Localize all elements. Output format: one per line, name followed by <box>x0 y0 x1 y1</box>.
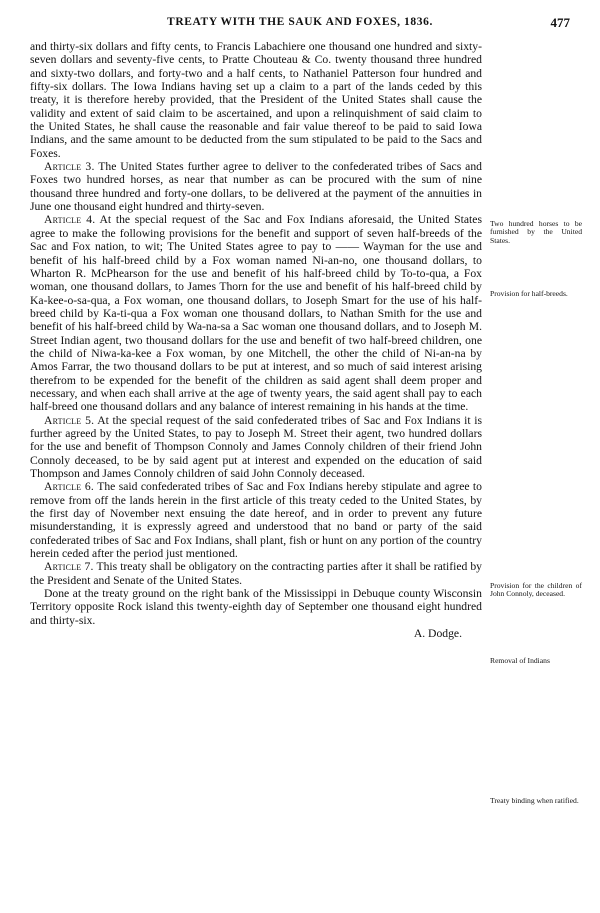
page-number: 477 <box>550 15 570 30</box>
article-5 <box>30 414 482 481</box>
margin-note-connoly: Provision for the children of John Connoly, deceased. <box>490 581 582 599</box>
article-3 <box>30 160 482 213</box>
margin-note-horses: Two hundred horses to be furnished by the United States. <box>490 219 582 245</box>
margin-note-removal: Removal of Indians <box>490 656 550 665</box>
closing-paragraph <box>30 587 482 627</box>
continued-paragraph-text: and thirty-six dollars and fifty cents, to Francis Labachiere one thousand one hundred and sixty-seven dollars and seventy-five cents, to Pratte Chouteau & Co. twenty thousand three hundred and sixty-two dollars, and forty-two and a half cents, to Nathaniel Patterson four hundred and fifty-six dollars. The Iowa Indians having set up a claim to a part of the lands ceded by this treaty, it is therefore hereby provided, that the President of the United States shall cause the validity and extent of said claim to be ascertained, and upon a relinquishment of said claim to the United States, he shall cause the reasonable and fair value thereof to be paid to said Iowa Indians, and the same amount to be deducted from the sum stipulated to be paid to the Sacs and Foxes. <box>30 40 482 160</box>
article-4-text: At the special request of the Sac and Fox Indians aforesaid, the United States agree to make the following provisions for the benefit and support of seven half-breeds of the Sac and Fox nation, to wit; The United States agree to pay to —— Wayman for the use and benefit of his half-breed child by a Fox woman named Ni-an-no, one thousand dollars, to Wharton R. McPhearson for the use and benefit of his half-breed child by To-to-qua, a Fox woman, one thousand dollars, to James Thorn for the use and benefit of his half-breed child by Ka-kee-o-sa-qua, a Fox woman, one thousand dollars, to Joseph Smart for the use of his half-breed child by Ka-ti-qua a Fox woman one thousand dollars, to Nathan Smith for the use and benefit of his half-breed child by Wa-na-sa a Sac woman one thousand dollars, and to Joseph M. Street Indian agent, two thousand dollars for the use and benefit of two half-breed children, one the child of Niwa-ka-kee a Fox woman, by one Mitchell, the other the child of Ni-an-na by Amos Farrar, the two thousand dollars to be put at interest, and so much of said interest arising therefrom to be expended for the benefit of the children as said agent shall deem proper and necessary, and when each shall arrive at the age of twenty years, the said agent shall pay to each half-breed one thousand dollars and any balance of interest remaining in his hands at the time. <box>30 213 482 414</box>
article-3-text: The United States further agree to deliver to the confederated tribes of Sacs and Foxes two hundred horses, as near that number as can be procured with the sum of nine thousand three hundred and forty-one dollars, to be delivered at the payment of the annuities in June one thousand eight hundred and thirty-seven. <box>30 160 482 214</box>
margin-note-treaty-binding: Treaty binding when ratified. <box>490 796 579 805</box>
article-6-text: The said confederated tribes of Sac and Fox Indians hereby stipulate and agree to remove from off the lands herein in the first article of this treaty ceded to the United States, by the first day of November next ensuing the date hereof, and in order to prevent any future misunderstanding, it is expressly agreed and understood that no band or party of the said confederated tribes of Sac and Fox Indians, shall plant, fish or hunt on any portion of the country herein ceded after the period just mentioned. <box>30 480 482 561</box>
article-6-label: Article 6. <box>44 480 95 494</box>
article-3-label: Article 3. <box>44 160 95 174</box>
margin-note-half-breeds: Provision for half-breeds. <box>490 289 568 298</box>
article-4-label: Article 4. <box>44 213 96 227</box>
page-header <box>30 16 570 34</box>
closing-text: Done at the treaty ground on the right bank of the Mississippi in Debuque county Wisconsin Territory opposite Rock island this twenty-eighth day of September one thousand eight hundred and thirty-six. <box>30 587 482 627</box>
article-6 <box>30 480 482 560</box>
article-7-text: This treaty shall be obligatory on the contracting parties after it shall be ratified by the President and Senate of the United States. <box>30 560 482 587</box>
body-text <box>30 40 482 640</box>
continued-paragraph <box>30 40 482 160</box>
article-5-label: Article 5. <box>44 413 95 427</box>
article-4 <box>30 213 482 413</box>
running-title: TREATY WITH THE SAUK AND FOXES, 1836. <box>167 16 433 28</box>
article-7 <box>30 560 482 587</box>
signature: A. Dodge. <box>413 627 462 641</box>
article-7-label: Article 7. <box>44 560 94 574</box>
article-5-text: At the special request of the said confederated tribes of Sac and Fox Indians it is further agreed by the United States, to pay to Joseph M. Street their agent, two hundred dollars for the use and benefit of Thompson Connoly and James Connoly children of their friend John Connoly deceased, to be by said agent put at interest and expended on the education of said Thompson and James Connoly children of said John Connoly deceased. <box>30 413 482 480</box>
